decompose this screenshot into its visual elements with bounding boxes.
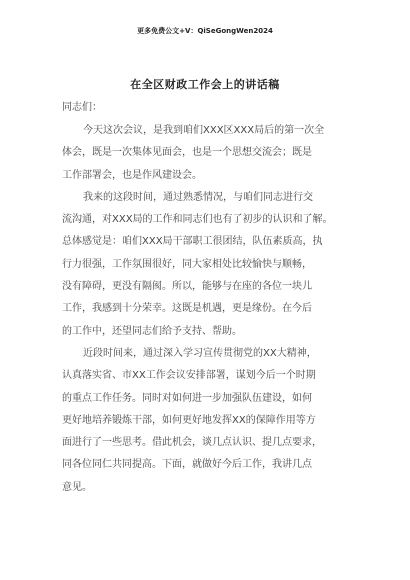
paragraph-1 [62, 120, 352, 187]
paragraph-line: 的重点工作任务。同时对如何进一步加强队伍建设，如何 [62, 392, 312, 404]
paragraph-2 [62, 187, 352, 343]
paragraph-line: 工作部署会，也是作风建设会。 [62, 169, 202, 181]
document-title: 在全区财政工作会上的讲话稿 [130, 78, 280, 91]
paragraph-3 [62, 343, 352, 499]
paragraph-line: 意见。 [62, 481, 92, 493]
paragraph-line: 今天这次会议，是我到咱们XXX区XXX局后的第一次全 [83, 125, 325, 136]
paragraph-line: 流沟通，对XXX局的工作和同志们也有了初步的认识和了解。 [62, 214, 333, 226]
paragraph-line: 更好地培养锻炼干部，如何更好地发挥XX的保障作用等方 [62, 414, 316, 426]
paragraph-line: 的工作中，还望同志们给予支持、帮助。 [62, 325, 242, 337]
paragraph-line: 认真落实省、市XX工作会议安排部署，谋划今后一个时期 [62, 370, 316, 382]
document-body [62, 96, 352, 499]
paragraph-line: 近段时间来，通过深入学习宣传贯彻党的XX大精神， [83, 347, 317, 359]
header-note: 更多免费公文+V：QiSeGongWen2024 [137, 27, 273, 35]
paragraph-line: 没有障碍，更没有隔阂。所以，能够与在座的各位一块儿 [62, 281, 312, 293]
paragraph-line: 工作，我感到十分荣幸。这既是机遇，更是缘份。在今后 [62, 303, 312, 315]
paragraph-line: 面进行了一些思考。借此机会，谈几点认识、提几点要求， [62, 437, 322, 449]
paragraph-line: 行力很强，工作氛围很好，同大家相处比较愉快与顺畅， [62, 258, 312, 270]
paragraph-line: 总体感觉是：咱们XXX局干部职工很团结，队伍素质高，执 [62, 236, 323, 248]
paragraph-line: 体会，既是一次集体见面会，也是一个思想交流会；既是 [62, 147, 312, 159]
paragraph-line: 同各位同仁共同提高。下面，就做好今后工作，我讲几点 [62, 459, 312, 471]
salutation: 同志们： [62, 102, 102, 113]
paragraph-line: 我来的这段时间，通过熟悉情况，与咱们同志进行交 [83, 191, 313, 203]
